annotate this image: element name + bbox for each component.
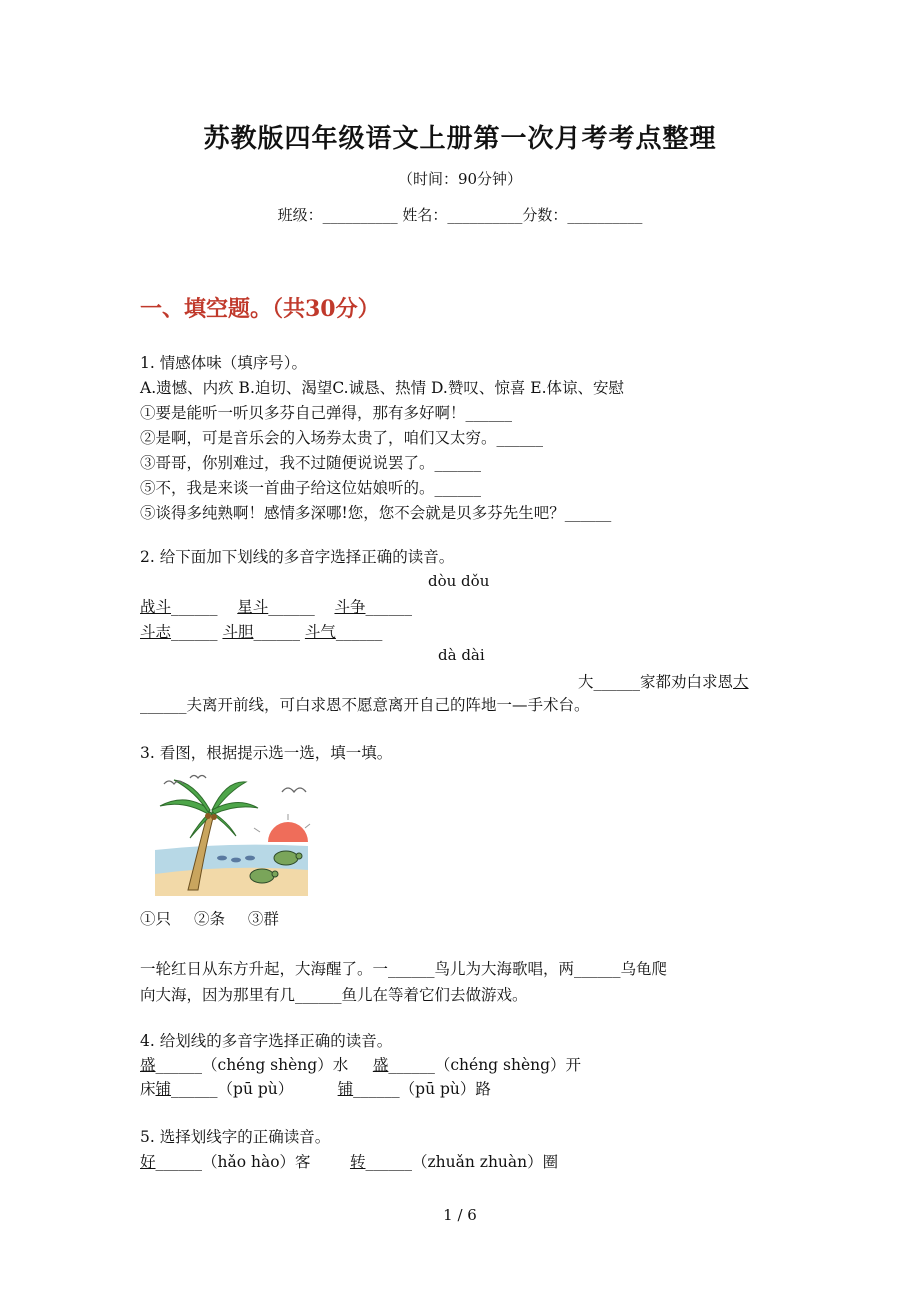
polyphone-word: 转 — [349, 1153, 366, 1171]
q5-prompt: 5. 选择划线字的正确读音。 — [140, 1128, 331, 1146]
polyphone-word: 斗气 — [304, 623, 336, 641]
polyphone-word: 斗志 — [140, 623, 172, 641]
answer-blank: ______ — [171, 598, 218, 616]
student-info-line: 班级：__________ 姓名：__________分数：__________ — [277, 206, 643, 224]
polyphone-word: 铺 — [155, 1080, 172, 1098]
q2-sentence-part2: ______夫离开前线，可白求恩不愿意离开自己的阵地一—手术台。 — [140, 696, 590, 714]
q1-item: ②是啊，可是音乐会的入场券太贵了，咱们又太穷。______ — [140, 429, 544, 447]
q1-item: ⑤不，我是来谈一首曲子给这位姑娘听的。______ — [140, 479, 482, 497]
page-number: 1 / 6 — [443, 1206, 477, 1224]
polyphone-word: 斗胆 — [222, 623, 254, 641]
q4-row1 — [140, 1054, 581, 1076]
answer-blank: ______ — [171, 623, 218, 641]
polyphone-word: 星斗 — [237, 598, 269, 616]
answer-blank: ______（pū pù）路 — [353, 1080, 491, 1098]
polyphone-word: 盛 — [372, 1056, 389, 1074]
q2-row1 — [140, 596, 412, 618]
answer-blank: ______（chéng shèng）水 — [155, 1056, 349, 1074]
polyphone-word: 战斗 — [140, 598, 172, 616]
answer-blank: ______（hǎo hào）客 — [155, 1153, 311, 1171]
answer-blank: ______ — [365, 598, 412, 616]
q2-pinyin-da: dà dài — [438, 646, 485, 664]
q5-row — [140, 1151, 558, 1173]
q3-passage-line: 一轮红日从东方升起，大海醒了。一______鸟儿为大海歌唱，两______乌龟爬 — [140, 960, 668, 978]
choice-option: ③群 — [247, 910, 279, 928]
q2-pinyin-dou: dòu dǒu — [428, 572, 490, 590]
beach-illustration — [150, 772, 312, 900]
choice-option: ②条 — [193, 910, 225, 928]
document-title: 苏教版四年级语文上册第一次月考考点整理 — [203, 124, 717, 154]
answer-blank: ______ — [268, 598, 315, 616]
answer-blank: ______ — [253, 623, 300, 641]
q3-choices — [140, 908, 297, 930]
q4-row2 — [140, 1078, 491, 1100]
polyphone-word: 铺 — [337, 1080, 354, 1098]
q1-item: ⑤谈得多纯熟啊！感情多深哪!您，您不会就是贝多芬先生吧？______ — [140, 504, 612, 522]
section-heading: 一、填空题。（共30分） — [140, 296, 380, 322]
polyphone-word: 盛 — [140, 1056, 156, 1074]
answer-blank: ______（zhuǎn zhuàn）圈 — [365, 1153, 559, 1171]
q2-row2 — [140, 621, 382, 643]
q1-options: A.遗憾、内疚 B.迫切、渴望C.诚恳、热情 D.赞叹、惊喜 E.体谅、安慰 — [140, 379, 624, 397]
answer-blank: ______（chéng shèng）开 — [388, 1056, 582, 1074]
q3-prompt: 3. 看图，根据提示选一选，填一填。 — [140, 744, 393, 762]
word-prefix: 床 — [140, 1080, 156, 1098]
answer-blank: ______ — [335, 623, 383, 641]
polyphone-word: 大 — [733, 673, 749, 691]
q2-prompt: 2. 给下面加下划线的多音字选择正确的读音。 — [140, 548, 455, 566]
answer-blank: ______（pū pù） — [171, 1080, 294, 1098]
q1-item: ③哥哥，你别难过，我不过随便说说罢了。______ — [140, 454, 482, 472]
sentence-text: 大______家都劝白求恩 — [578, 673, 734, 691]
q2-sentence-part1 — [578, 670, 749, 692]
polyphone-word: 好 — [140, 1153, 156, 1171]
q1-prompt: 1. 情感体味（填序号）。 — [140, 354, 307, 372]
q4-prompt: 4. 给划线的多音字选择正确的读音。 — [140, 1032, 393, 1050]
q3-passage-line: 向大海，因为那里有几______鱼儿在等着它们去做游戏。 — [140, 986, 528, 1004]
time-limit: （时间：90分钟） — [397, 170, 523, 188]
choice-option: ①只 — [140, 910, 172, 928]
polyphone-word: 斗争 — [334, 598, 366, 616]
q1-item: ①要是能听一听贝多芬自己弹得，那有多好啊！______ — [140, 404, 513, 422]
